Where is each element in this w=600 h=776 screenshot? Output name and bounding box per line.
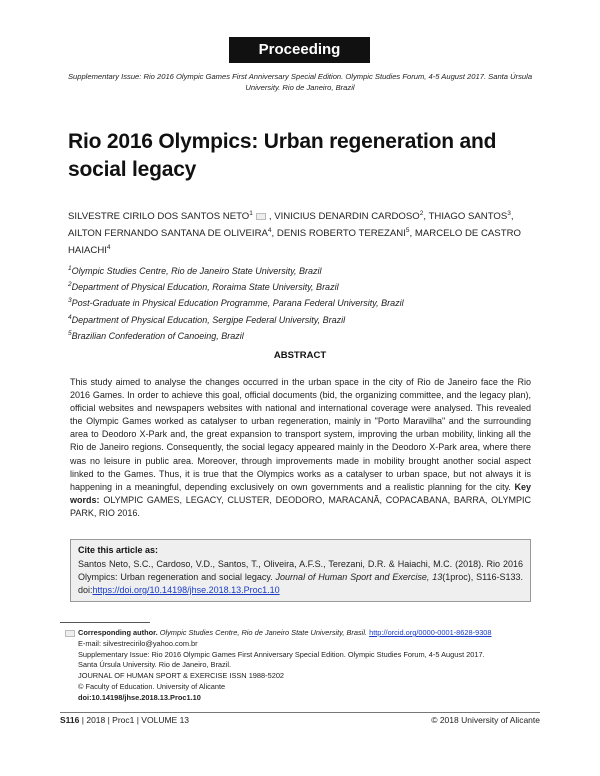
affiliation-item <box>68 294 538 310</box>
volume-info: | 2018 | Proc1 | VOLUME 13 <box>81 715 190 725</box>
corresponding-info <box>62 628 542 704</box>
cite-authors: Santos Neto, S.C., Cardoso, V.D., Santos, T., Oliveira, A.F.S., Terezani, D.R. & Haiachi, M.C. (2018). Rio 2016 Olympics: Urban regeneration and social legacy. <box>78 559 523 582</box>
affiliation-sup: 4 <box>68 313 72 321</box>
affiliation-item <box>68 327 538 343</box>
abstract-text: This study aimed to analyse the changes occurred in the urban space in the city of Rio de Janeiro face the Rio 2016 Games. In order to achieve this goal, official documents (bid, the organizing committee, and the legacy plan), official websites and newspapers websites with national and international coverage were analysed. This revealed the Olympic Games worked as catalyser to urban regeneration, mainly in "Porto Maravilha" and the surrounding area to Deodoro X-Park and, the great expansion to transport system, improving the urban mobility, linking all the Rio de Janeiro regions. Consequently, the social legacy appeared mainly in the Deodoro X-Park area, where there was no leisure in public area. Moreover, through improvements made in mobility brought another social aspect linked to the Games. Thus, it is true that the Olympics works as a catalyser to urban space, but not always it is happening in a meaningful, depending exclusively on own governments and a realistic planning for the city. <box>70 377 531 492</box>
affiliation-text: Brazilian Confederation of Canoeing, Brazil <box>71 330 244 341</box>
author-sup: 3 <box>507 210 511 217</box>
proceeding-badge: Proceeding <box>229 37 370 63</box>
author-sup: 2 <box>419 210 424 217</box>
cite-box <box>70 539 531 602</box>
article-title: Rio 2016 Olympics: Urban regeneration and social legacy <box>68 130 497 181</box>
affiliation-sup: 2 <box>68 281 72 289</box>
affiliation-list <box>68 262 538 343</box>
affiliation-text: Olympic Studies Centre, Rio de Janeiro State University, Brazil <box>71 266 322 276</box>
orcid-link[interactable]: http://orcid.org/0000-0001-8628-9308 <box>369 628 492 637</box>
author-name: AILTON FERNANDO SANTANA DE OLIVEIRA <box>68 228 268 240</box>
doi-text: doi:10.14198/jhse.2018.13.Proc1.10 <box>78 692 201 702</box>
affiliation-text: Department of Physical Education, Sergipe Federal University, Brazil <box>71 314 346 325</box>
supplementary-issue: Supplementary Issue: Rio 2016 Olympic Games First Anniversary Special Edition. Olympic Studies Forum, 4-5 August 2017. Santa Úrsula University. Rio de Janeiro, Brazil <box>67 72 533 92</box>
keywords-label: Key words <box>70 481 531 505</box>
abstract-body: This study aimed to analyse the changes occurred in the urban space in the city of Rio de Janeiro face the Rio 2016 Games. In order to achieve this goal, official documents (bid, the organizing committee, and the legacy plan), official websites and newspapers websites with national and international coverage were analysed. This revealed the Olympic Games worked as catalyser to urban regeneration, mainly in "Porto Maravilha" and the surrounding area to Deodoro X-Park and, the great expansion to transport system, improving the urban mobility, linking all the Rio de Janeiro regions. Consequently, the social legacy appeared mainly in the Deodoro X-Park area, where there was no leisure in public area. Moreover, through improvements made in mobility brought another social aspect linked to the Games. Thus, it is true that the Olympics works as a catalyser to urban space, but not always it is happening in a meaningful, depending exclusively on own governments and a realistic planning for the city. Key words: OLYMPIC GAMES, LEGACY, CLUSTER, DEODORO, MARACANÃ, COPACABANA, BARRA, OLYMPIC PARK, RIO 2016. <box>70 377 531 518</box>
affiliation-item <box>68 278 538 294</box>
footnote-divider <box>60 622 150 623</box>
mail-icon[interactable] <box>65 630 75 637</box>
footer-copyright: © 2018 University of Alicante <box>431 715 540 725</box>
author-name: MARCELO DE CASTRO HAIACHI <box>68 228 521 257</box>
affiliation-item <box>68 262 538 278</box>
author-list: SILVESTRE CIRILO DOS SANTOS NETO$^1$ , VINICIUS DENARDIN CARDOSO$^2$, THIAGO SANTOS$^3$, AILTON FERNANDO SANTANA DE OLIVEIRA$^4$, DENIS ROBERTO TEREZANI$^5$, MARCELO DE CASTRO HAIACHI$^4$ <box>68 210 521 257</box>
supplementary-line-1: Supplementary Issue: Rio 2016 Olympic Games First Anniversary Special Edition. Olympic Studies Forum, 4-5 August 2017. <box>78 649 485 659</box>
supplementary-line-2: Santa Úrsula University. Rio de Janeiro, Brazil. <box>78 660 232 670</box>
faculty-copyright: © Faculty of Education. University of Alicante <box>78 681 226 691</box>
affiliation-sup: 5 <box>68 329 72 337</box>
cite-journal: Journal of Human Sport and Exercise, 13 <box>275 572 443 582</box>
author-name: SILVESTRE CIRILO DOS SANTOS NETO <box>68 211 250 223</box>
keywords: OLYMPIC GAMES, LEGACY, CLUSTER, DEODORO, MARACANÃ, COPACABANA, BARRA, OLYMPIC PARK, RIO 2016. <box>70 494 531 518</box>
journal-issn: JOURNAL OF HUMAN SPORT & EXERCISE ISSN 1988-5202 <box>78 671 285 681</box>
affiliation-item <box>68 311 538 327</box>
affiliation-sup: 1 <box>68 265 72 272</box>
affiliation-sup: 3 <box>68 297 72 305</box>
author-sup: 4 <box>267 227 272 235</box>
corresponding-label: Corresponding author. <box>78 628 158 637</box>
abstract-heading: ABSTRACT <box>273 350 327 361</box>
affiliation-text: Post-Graduate in Physical Education Programme, Parana Federal University, Brazil <box>71 298 404 309</box>
corresponding-text: Olympic Studies Centre, Rio de Janeiro State University, Brasil. <box>159 628 368 637</box>
cite-heading: Cite this article as: <box>78 545 159 555</box>
page-number: S116 <box>60 715 80 725</box>
author-name: VINICIUS DENARDIN CARDOSO <box>274 211 420 223</box>
author-name: DENIS ROBERTO TEREZANI <box>276 228 406 240</box>
mail-icon[interactable] <box>256 213 266 220</box>
author-sup: 4 <box>106 244 111 252</box>
author-sup: 5 <box>405 227 410 235</box>
affiliation-text: Department of Physical Education, Roraima State University, Brazil <box>71 282 339 293</box>
author-sup: 1 <box>249 210 253 217</box>
footer-divider <box>60 712 540 713</box>
cite-details: (1proc), S116-S133. doi: <box>78 572 523 595</box>
page-footer <box>60 715 540 725</box>
author-name: THIAGO SANTOS <box>428 211 508 223</box>
email-text: E-mail: silvestrecirilo@yahoo.com.br <box>78 638 198 648</box>
doi-link[interactable]: https://doi.org/10.14198/jhse.2018.13.Proc1.10 <box>92 585 280 595</box>
cite-text <box>78 558 523 597</box>
